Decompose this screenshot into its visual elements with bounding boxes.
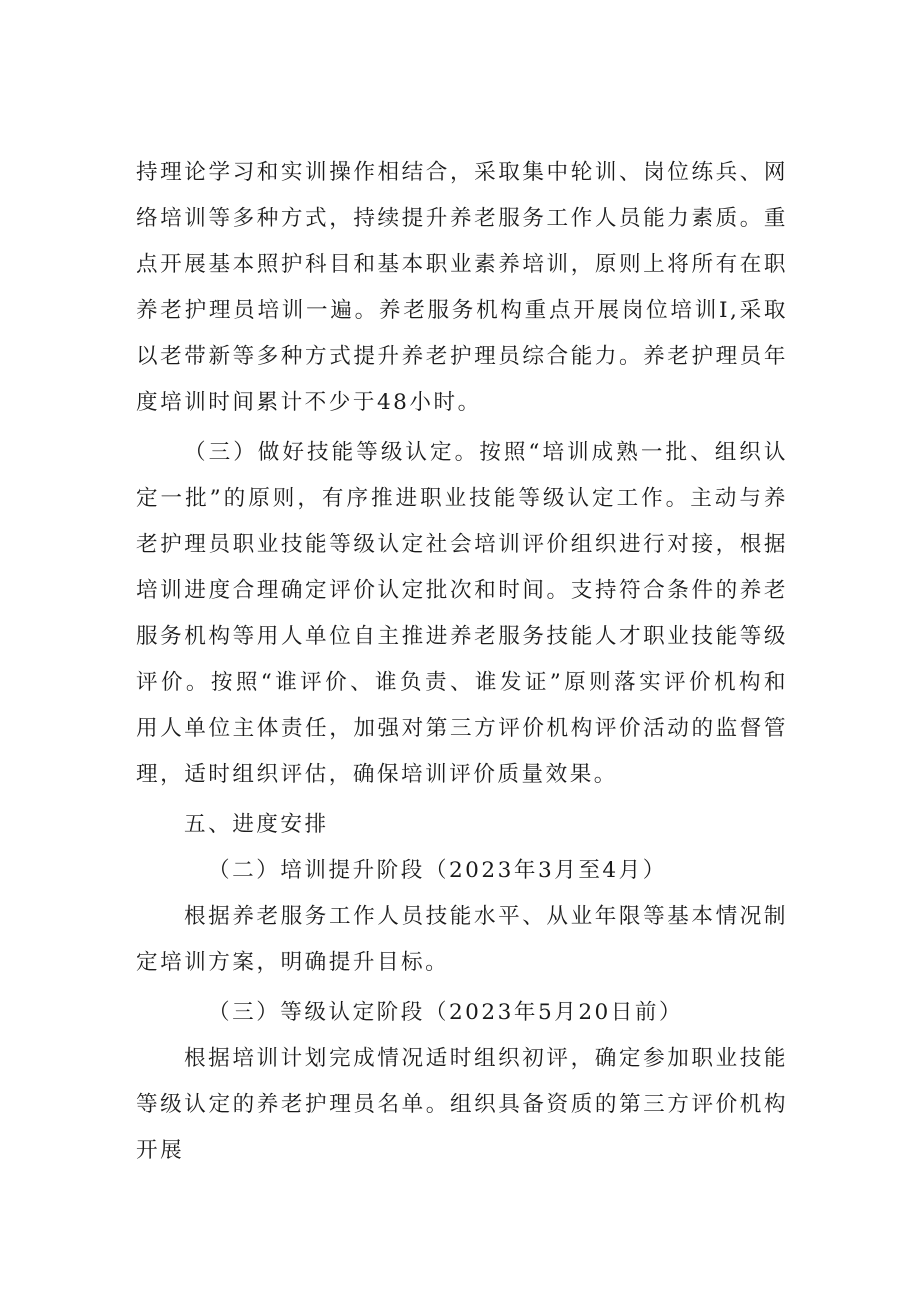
paragraph-training-methods: 持理论学习和实训操作相结合，采取集中轮训、岗位练兵、网络培训等多种方式，持续提升养老服务工作人员能力素质。重点开展基本照护科目和基本职业素养培训，原则上将所有在职养老护理员培训一遍。养老服务机构重点开展岗位培训I,采取以老带新等多种方式提升养老护理员综合能力。养老护理员年度培训时间累计不少于48小时。 xyxy=(136,160,788,415)
document-body xyxy=(136,150,788,1174)
subheading-certification-phase: （三）等级认定阶段（2023年5月20日前） xyxy=(208,1000,684,1025)
paragraph-skill-certification: （三）做好技能等级认定。按照“培训成熟一批、组织认定一批”的原则，有序推进职业技能等级认定工作。主动与养老护理员职业技能等级认定社会培训评价组织进行对接，根据培训进度合理确定评价认定批次和时间。支持符合条件的养老服务机构等用人单位自主推进养老服务技能人才职业技能等级评价。按照“谁评价、谁负责、谁发证”原则落实评价机构和用人单位主体责任，加强对第三方评价机构评价活动的监督管理，适时组织评估，确保培训评价质量效果。 xyxy=(136,440,788,787)
section-heading-schedule: 五、进度安排 xyxy=(184,812,329,837)
subheading-training-phase: （二）培训提升阶段（2023年3月至4月） xyxy=(208,858,667,883)
paragraph-certification-phase: 根据培训计划完成情况适时组织初评，确定参加职业技能等级认定的养老护理员名单。组织具备资质的第三方评价机构开展 xyxy=(136,1046,788,1163)
paragraph-training-phase: 根据养老服务工作人员技能水平、从业年限等基本情况制定培训方案，明确提升目标。 xyxy=(136,904,788,975)
